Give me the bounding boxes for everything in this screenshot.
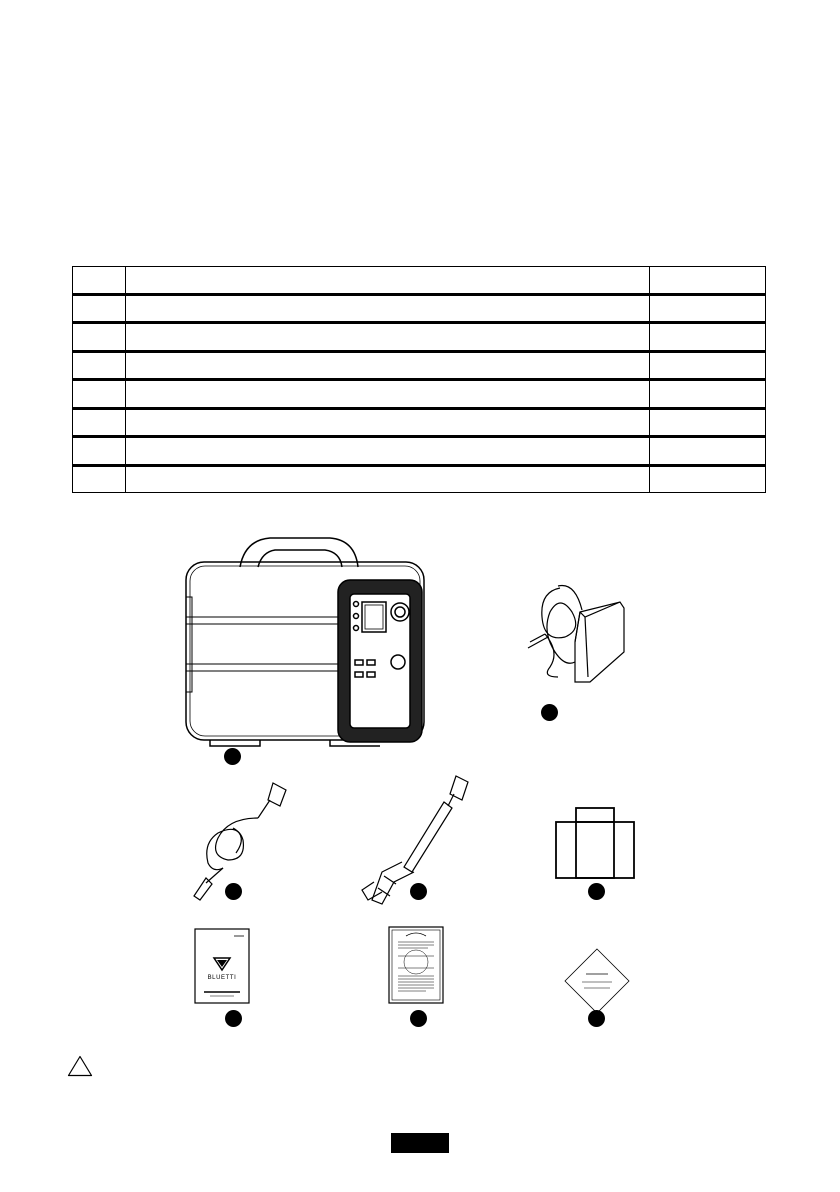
table-cell (73, 323, 126, 352)
table-cell (125, 408, 649, 437)
warranty-card-icon (388, 926, 444, 1004)
table-cell (125, 465, 649, 493)
table-cell (649, 408, 765, 437)
table-cell (125, 380, 649, 409)
table-cell (649, 323, 765, 352)
table-cell (649, 351, 765, 380)
table-cell (73, 465, 126, 493)
table-cell (73, 267, 126, 295)
table-cell (649, 267, 765, 295)
table-cell (125, 351, 649, 380)
table-cell (125, 437, 649, 466)
table-cell (649, 437, 765, 466)
warning-icon (67, 1055, 93, 1077)
table-cell (125, 294, 649, 323)
item-number-badge (541, 704, 558, 721)
table-row (73, 408, 766, 437)
item-number-badge (225, 1010, 242, 1027)
table-row (73, 380, 766, 409)
table-cell (73, 380, 126, 409)
table-cell (649, 465, 765, 493)
item-number-badge (224, 748, 241, 765)
item-number-badge (225, 883, 242, 900)
table-row (73, 465, 766, 493)
table-cell (125, 323, 649, 352)
table-cell (649, 294, 765, 323)
ac-adapter-icon (520, 582, 640, 687)
table-row (73, 351, 766, 380)
table-cell (125, 267, 649, 295)
table-cell (73, 437, 126, 466)
package-contents-table (72, 266, 766, 493)
item-number-badge (410, 883, 427, 900)
table-row (73, 323, 766, 352)
item-number-badge (410, 1010, 427, 1027)
table-cell (73, 294, 126, 323)
qualification-card-icon (564, 948, 630, 1014)
page-number-tab (391, 1133, 449, 1153)
table-row (73, 437, 766, 466)
table-cell (649, 380, 765, 409)
manual-brand-text: BLUETTI (207, 975, 237, 981)
item-number-badge (588, 1010, 605, 1027)
table-row (73, 294, 766, 323)
table-cell (73, 408, 126, 437)
table-row (73, 267, 766, 295)
car-charging-cable-icon (188, 778, 298, 903)
bag-icon (552, 806, 636, 880)
user-manual-icon (194, 928, 250, 1004)
table-cell (73, 351, 126, 380)
item-number-badge (588, 883, 605, 900)
power-station-icon (180, 532, 440, 747)
